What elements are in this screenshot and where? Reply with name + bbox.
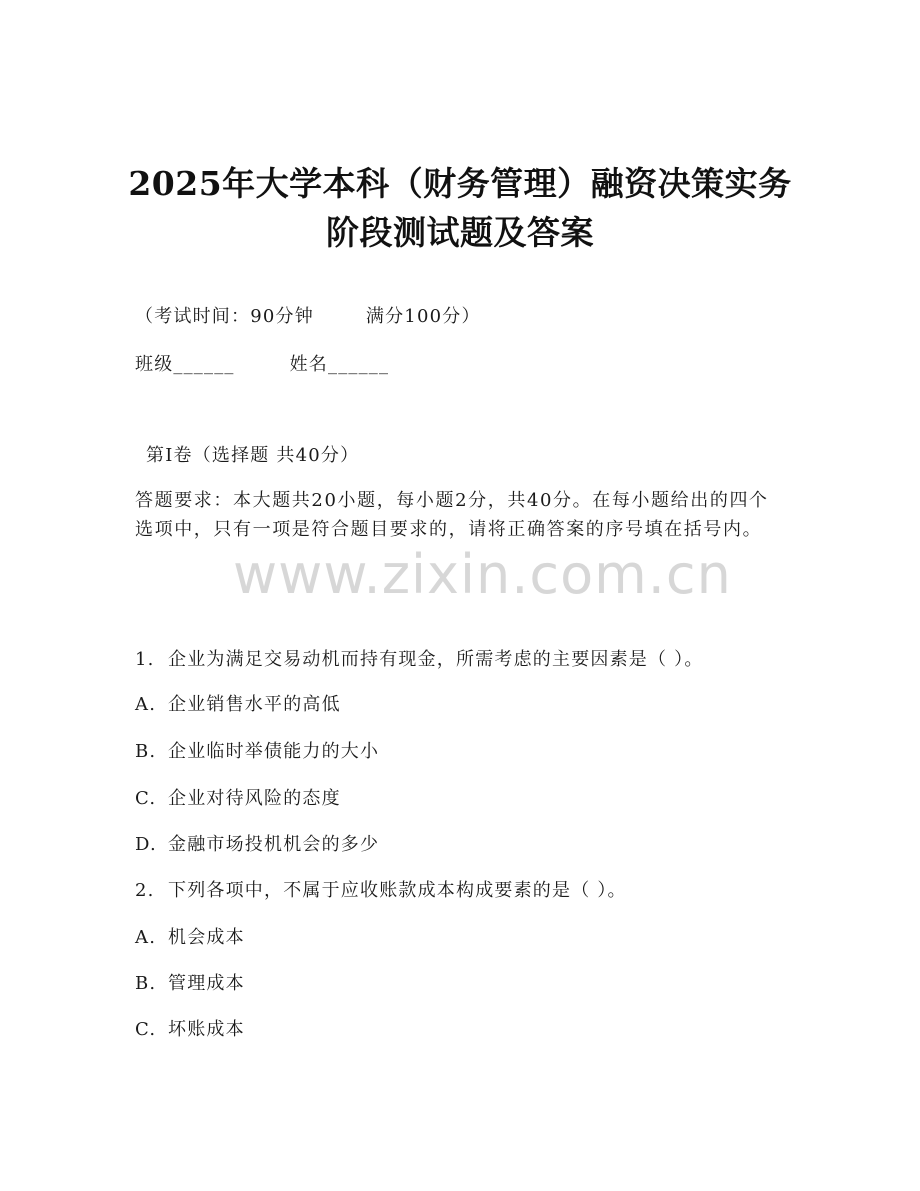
question-stem: 企业为满足交易动机而持有现金，所需考虑的主要因素是（ ）。 — [168, 649, 704, 670]
class-field-label: 班级______ — [135, 354, 235, 375]
question-2-option-a — [135, 923, 245, 949]
document-title-line-2: 阶段测试题及答案 — [326, 213, 594, 252]
watermark: www.zixin.com.cn — [233, 543, 732, 606]
exam-info — [135, 302, 481, 328]
question-1-option-c — [135, 784, 341, 810]
option-text: 企业销售水平的高低 — [168, 694, 341, 715]
question-2 — [135, 876, 627, 902]
question-number: 1. — [135, 649, 155, 670]
question-1 — [135, 645, 704, 671]
full-score: 满分100分） — [365, 306, 481, 327]
option-letter: B. — [135, 741, 157, 762]
option-letter: D. — [135, 834, 157, 855]
question-1-option-a — [135, 690, 341, 716]
option-text: 企业临时举债能力的大小 — [168, 741, 380, 762]
option-letter: C. — [135, 1019, 157, 1040]
question-2-option-b — [135, 969, 245, 995]
question-1-option-d — [135, 830, 379, 856]
exam-time: （考试时间：90分钟 — [135, 306, 314, 327]
option-letter: B. — [135, 973, 157, 994]
option-letter: C. — [135, 788, 157, 809]
document-title-line-1: 2025年大学本科（财务管理）融资决策实务 — [128, 164, 792, 203]
option-text: 金融市场投机机会的多少 — [168, 834, 380, 855]
question-1-option-b — [135, 737, 379, 763]
question-number: 2. — [135, 880, 155, 901]
name-field-label: 姓名______ — [289, 354, 390, 375]
option-text: 管理成本 — [168, 973, 245, 994]
option-text: 机会成本 — [168, 927, 245, 948]
student-info-row — [135, 350, 389, 376]
option-letter: A. — [135, 927, 157, 948]
instructions-paragraph: 答题要求：本大题共20小题，每小题2分，共40分。在每小题给出的四个选项中，只有一项是符合题目要求的，请将正确答案的序号填在括号内。 — [135, 490, 769, 540]
option-text: 企业对待风险的态度 — [168, 788, 341, 809]
question-stem: 下列各项中，不属于应收账款成本构成要素的是（ ）。 — [168, 880, 627, 901]
option-text: 坏账成本 — [168, 1019, 245, 1040]
option-letter: A. — [135, 694, 157, 715]
question-2-option-c — [135, 1015, 245, 1041]
section-title: 第Ⅰ卷（选择题 共40分） — [146, 445, 360, 466]
